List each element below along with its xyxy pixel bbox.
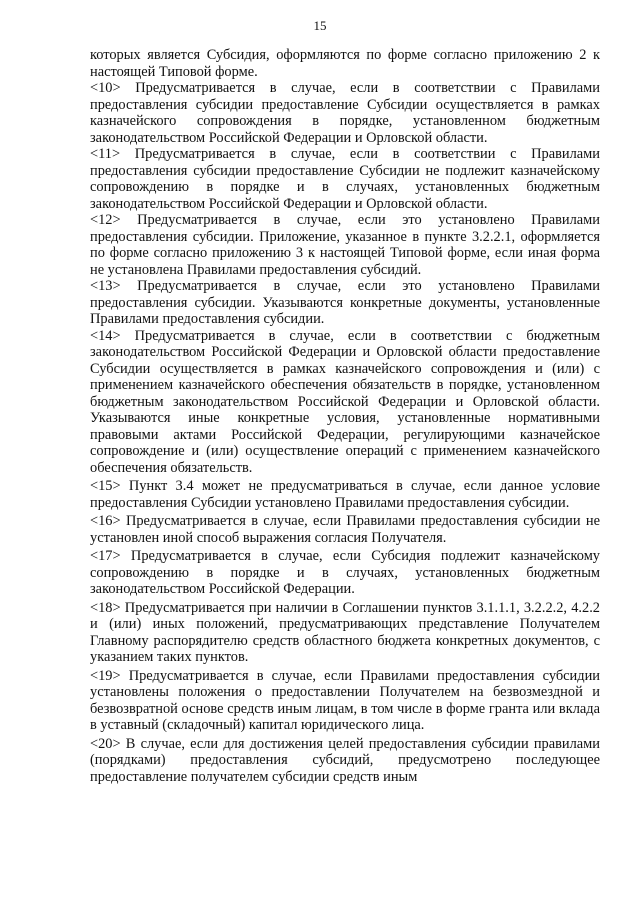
footnote-15: <15> Пункт 3.4 может не предусматриваться в случае, если данное условие предоставления Субсидии установлено Правилами предоставления субсидии. [90, 478, 600, 511]
footnote-18: <18> Предусматривается при наличии в Соглашении пунктов 3.1.1.1, 3.2.2.2, 4.2.2 и (или) иных положений, предусматривающих представление Получателем Главному распорядителю средств областного бюджета конкретных документов, с указанием таких пунктов. [90, 599, 600, 665]
document-body [90, 47, 600, 785]
footnote-13: <13> Предусматривается в случае, если это установлено Правилами предоставления субсидии. Указываются конкретные документы, установленные Правилами предоставления субсидии. [90, 278, 600, 327]
footnote-16: <16> Предусматривается в случае, если Правилами предоставления субсидии не установлен иной способ выражения согласия Получателя. [90, 513, 600, 546]
footnote-19: <19> Предусматривается в случае, если Правилами предоставления субсидии установлены положения о предоставлении Получателем на безвозмездной и безвозвратной основе средств иным лицам, в том числе в форме гранта или вклада в уставный (складочный) капитал юридического лица. [90, 667, 600, 733]
footnote-12: <12> Предусматривается в случае, если это установлено Правилами предоставления субсидии. Приложение, указанное в пункте 3.2.2.1, оформляется по форме согласно приложению 3 к настоящей Типовой форме, если иная форма не установлена Правилами предоставления субсидий. [90, 212, 600, 278]
footnote-10: <10> Предусматривается в случае, если в соответствии с Правилами предоставления субсидии предоставление Субсидии осуществляется в рамках казначейского сопровождения в порядке, установленном бюджетным законодательством Российской Федерации и Орловской области. [90, 80, 600, 146]
footnote-20: <20> В случае, если для достижения целей предоставления субсидии правилами (порядками) предоставления субсидий, предусмотрено последующее предоставление получателем субсидии средств иным [90, 735, 600, 785]
footnote-14: <14> Предусматривается в случае, если в соответствии с бюджетным законодательством Российской Федерации и Орловской области предоставление Субсидии осуществляется в рамках казначейского сопровождения и (или) с применением казначейского обеспечения обязательств в порядке, установленном бюджетным законодательством Российской Федерации и Орловской области. Указываются иные конкретные условия, установленные нормативными правовыми актами Российской Федерации, регулирующими казначейское сопровождение и (или) осуществление операций с применением казначейского обеспечения обязательств. [90, 327, 600, 476]
footnote-11: <11> Предусматривается в случае, если в соответствии с Правилами предоставления субсидии предоставление Субсидии не подлежит казначейскому сопровождению в порядке и в случаях, установленных бюджетным законодательством Российской Федерации и Орловской области. [90, 146, 600, 212]
page-number: 15 [313, 18, 327, 33]
paragraph-continuation: которых является Субсидия, оформляются по форме согласно приложению 2 к настоящей Типовой форме. [90, 47, 600, 80]
footnote-17: <17> Предусматривается в случае, если Субсидия подлежит казначейскому сопровождению в порядке и в случаях, установленных бюджетным законодательством Российской Федерации. [90, 548, 600, 597]
